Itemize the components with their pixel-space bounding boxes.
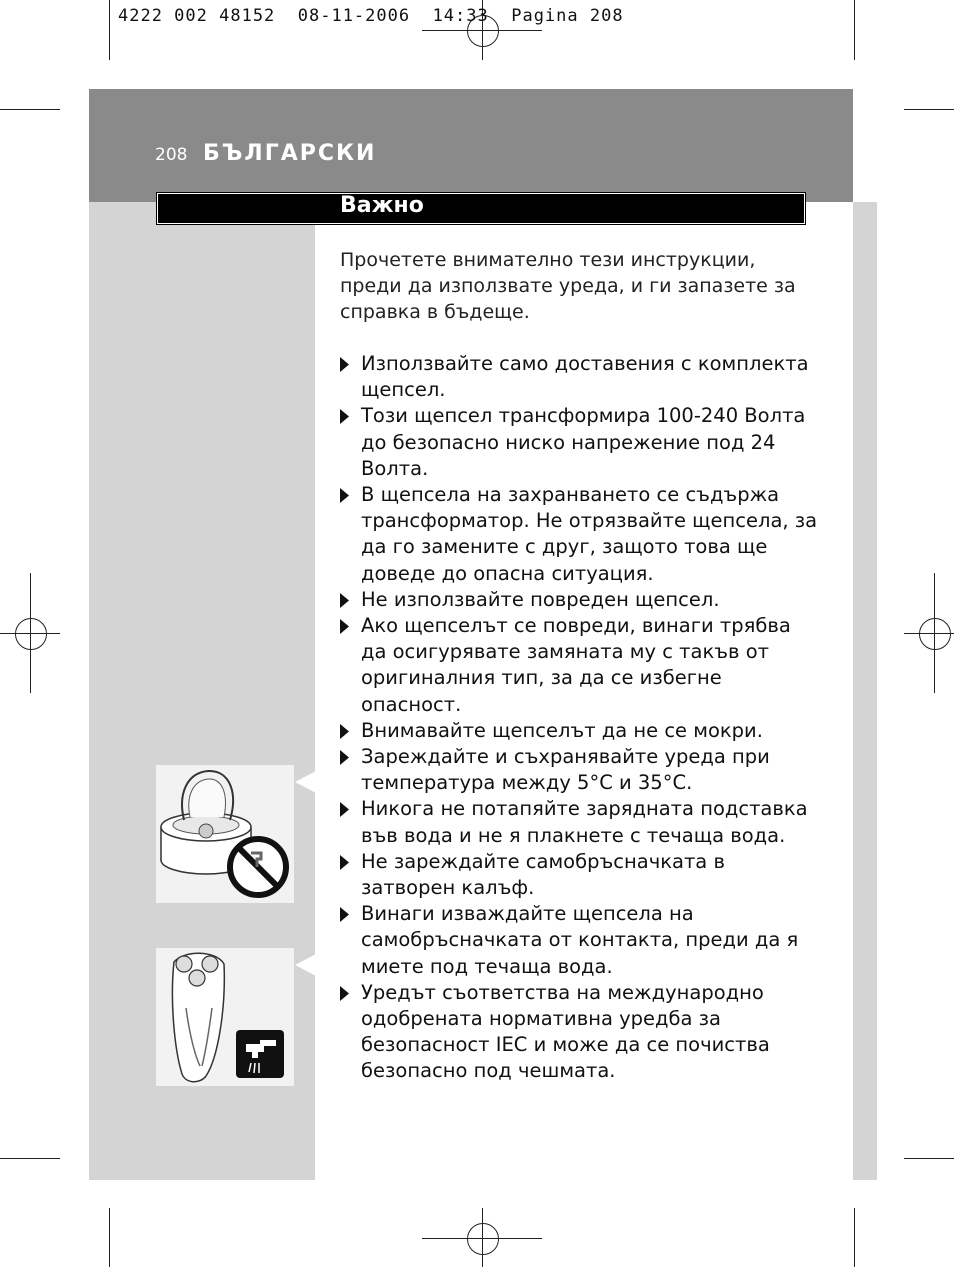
list-item: Зареждайте и съхранявайте уреда при температура между 5°C и 35°C. — [340, 744, 820, 796]
bullet-icon — [340, 488, 349, 503]
list-item: Не използвайте повреден щепсел. — [340, 587, 820, 613]
list-item: Ако щепселът се повреди, винаги трябва да осигурявате замяната му с такъв от оригиналния тип, за да се избегне опасност. — [340, 613, 820, 718]
bullet-list — [340, 351, 820, 1085]
list-item: Уредът съответства на международно одобрената нормативна уредба за безопасност IEC и може да се почиства безопасно под чешмата. — [340, 980, 820, 1085]
list-item: Винаги изваждайте щепсела на самобръсначката от контакта, преди да я миете под течаща вода. — [340, 901, 820, 980]
section-bar — [156, 192, 806, 225]
list-item: В щепсела на захранването се съдържа трансформатор. Не отрязвайте щепсела, за да го замените с друг, защото това ще доведе до опасна ситуация. — [340, 482, 820, 587]
right-sidebar — [853, 202, 877, 1180]
bullet-icon — [340, 593, 349, 608]
list-item: Внимавайте щепселът да не се мокри. — [340, 718, 820, 744]
page-number: 208 — [155, 145, 188, 165]
section-title: Важно — [340, 193, 424, 218]
intro-paragraph: Прочетете внимателно тези инструкции, преди да използвате уреда, и ги запазете за справка в бъдеще. — [340, 249, 796, 323]
list-item: Използвайте само доставения с комплекта щепсел. — [340, 351, 820, 403]
bullet-icon — [340, 409, 349, 424]
bullet-icon — [340, 986, 349, 1001]
bullet-icon — [340, 907, 349, 922]
charging-stand-illustration — [156, 765, 294, 903]
figure-pointer — [295, 771, 316, 793]
bullet-icon — [340, 357, 349, 372]
shaver-illustration — [156, 948, 294, 1086]
list-item: Никога не потапяйте зарядната подставка във вода и не я плакнете с течаща вода. — [340, 796, 820, 848]
bullet-icon — [340, 750, 349, 765]
bullet-icon — [340, 802, 349, 817]
charging-stand-figure — [156, 765, 294, 903]
list-item: Този щепсел трансформира 100-240 Волта до безопасно ниско напрежение под 24 Волта. — [340, 403, 820, 482]
bullet-icon — [340, 855, 349, 870]
figure-pointer — [295, 954, 316, 976]
print-slug: 4222 002 48152 08-11-2006 14:33 Pagina 208 — [118, 6, 624, 26]
bullet-icon — [340, 619, 349, 634]
language-title: БЪЛГАРСКИ — [203, 141, 377, 166]
shaver-figure — [156, 948, 294, 1086]
list-item: Не зареждайте самобръсначката в затворен калъф. — [340, 849, 820, 901]
bullet-icon — [340, 724, 349, 739]
